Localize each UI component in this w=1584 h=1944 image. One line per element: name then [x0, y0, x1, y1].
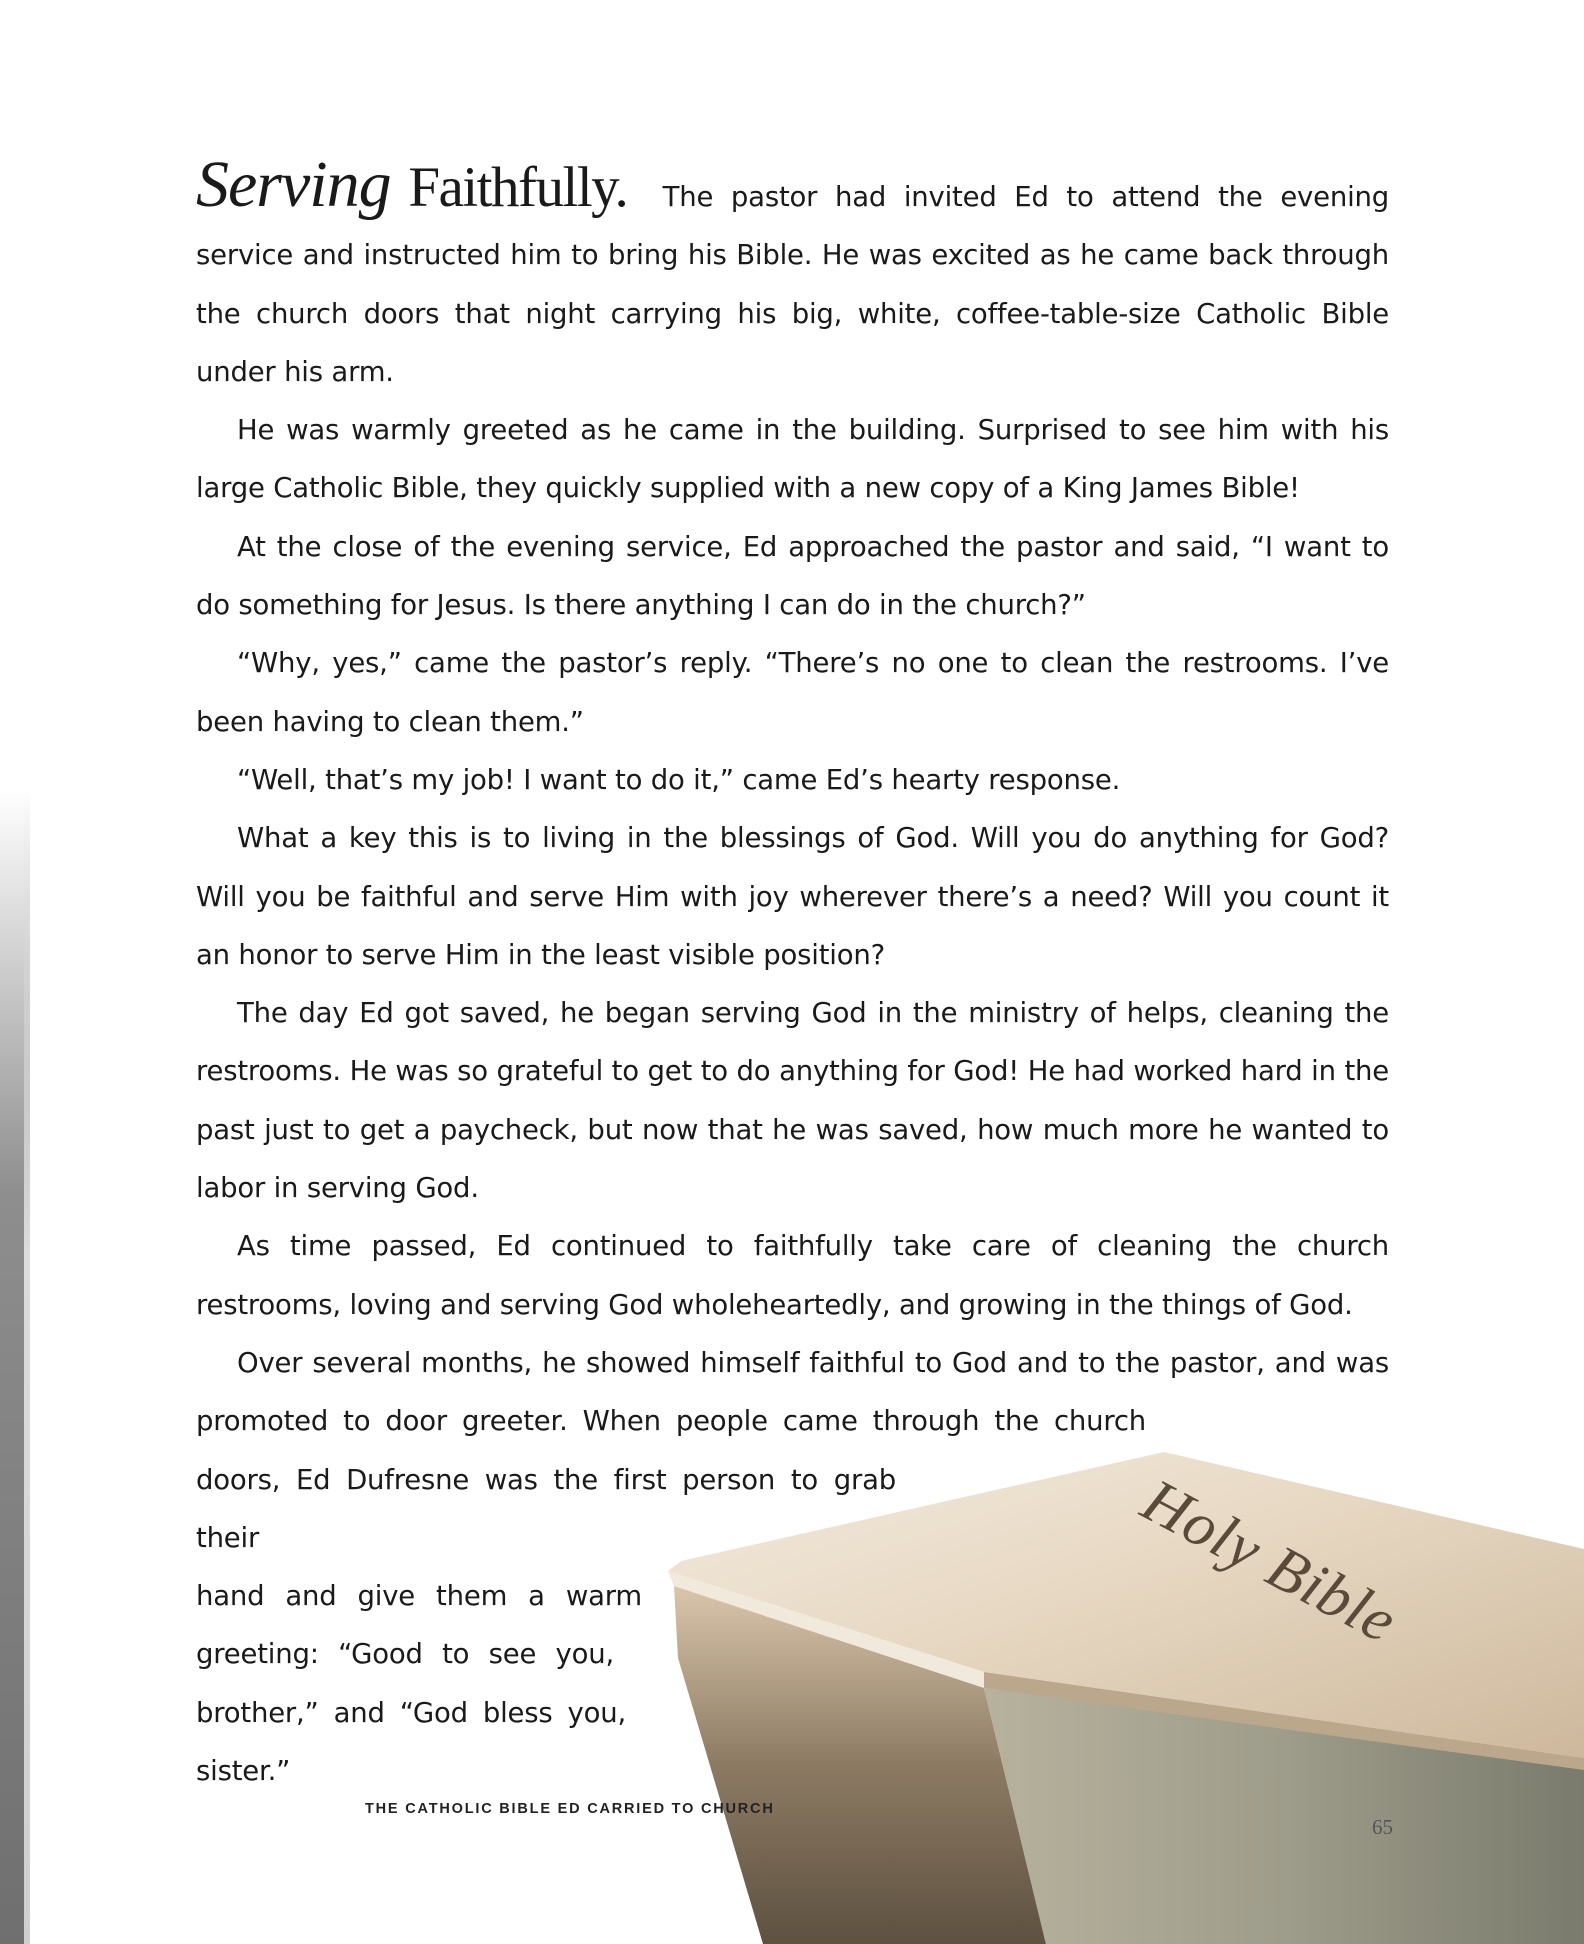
paragraph-9-line-3: doors, Ed Dufresne was the first person to grab their [196, 1463, 896, 1554]
paragraph-8: As time passed, Ed continued to faithfully take care of cleaning the church restrooms, loving and serving God wholeheartedly, and growing in the things of God. [196, 1230, 1389, 1321]
bible-photo [668, 1448, 1584, 1944]
paragraph-9-line-2: promoted to door greeter. When people came through the church [196, 1405, 1146, 1438]
page-number: 65 [1372, 1815, 1393, 1839]
paragraph-9-line-6: brother,” and “God bless you, [196, 1696, 626, 1729]
paragraph-1-text: The pastor had invited Ed to attend the evening service and instructed him to bring his Bible. He was excited as he came back through the church doors that night carrying his big, white, coffee-table-size Catholic Bible under his arm. [196, 181, 1389, 388]
paragraph-5: “Well, that’s my job! I want to do it,” came Ed’s hearty response. [237, 763, 1121, 796]
paragraph-4: “Why, yes,” came the pastor’s reply. “There’s no one to clean the restrooms. I’ve been having to clean them.” [196, 647, 1389, 738]
paragraph-9-line-4: hand and give them a warm [196, 1580, 642, 1613]
paragraph-1 [196, 148, 1389, 401]
paragraph-9-line-1: Over several months, he showed himself faithful to God and to the pastor, and was [237, 1346, 1389, 1379]
paragraph-9-line-5: greeting: “Good to see you, [196, 1638, 614, 1671]
paragraph-2: He was warmly greeted as he came in the building. Surprised to see him with his large Catholic Bible, they quickly supplied with a new copy of a King James Bible! [196, 414, 1389, 505]
paragraph-6: What a key this is to living in the blessings of God. Will you do anything for God? Will you be faithful and serve Him with joy wherever there’s a need? Will you count it an honor to serve Him in the least visible position? [196, 822, 1389, 971]
paragraph-7: The day Ed got saved, he began serving God in the ministry of helps, cleaning the restrooms. He was so grateful to get to do anything for God! He had worked hard in the past just to get a paycheck, but now that he was saved, how much more he wanted to labor in serving God. [196, 997, 1389, 1205]
heading-roman: Faithfully. [408, 156, 628, 219]
paragraph-9-line-7: sister.” [196, 1755, 291, 1788]
bible-cover-title: Holy Bible [1131, 1466, 1408, 1657]
photo-caption: THE CATHOLIC BIBLE ED CARRIED TO CHURCH [365, 1801, 775, 1817]
page-edge-highlight [24, 790, 30, 1944]
paragraph-3: At the close of the evening service, Ed approached the pastor and said, “I want to do something for Jesus. Is there anything I can do in the church?” [196, 530, 1389, 622]
heading-script: Serving [196, 148, 391, 221]
